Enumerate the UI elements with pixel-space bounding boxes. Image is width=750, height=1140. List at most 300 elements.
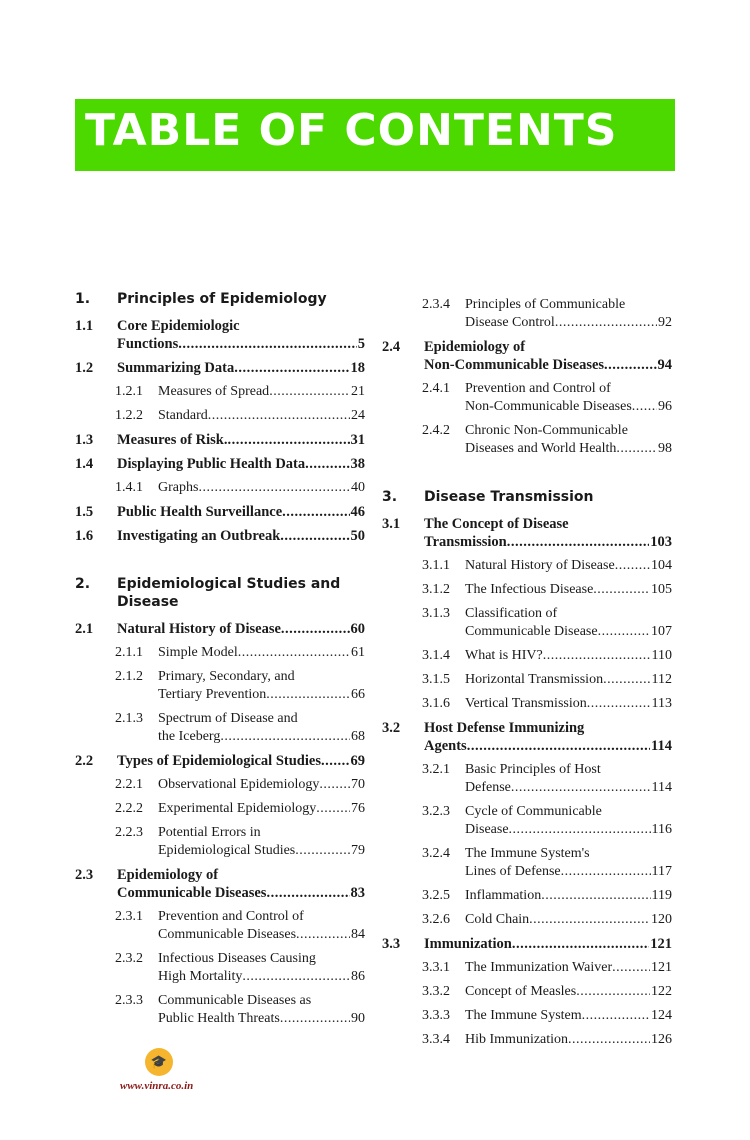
page-number[interactable]: 46 xyxy=(350,504,365,520)
entry-number: 3.1.4 xyxy=(422,648,450,663)
entry-title-line xyxy=(424,515,672,533)
entry-title-text: Graphs xyxy=(158,480,199,495)
entry-title-line xyxy=(424,737,672,755)
page-number[interactable]: 5 xyxy=(357,336,365,352)
entry-number: 3.1.6 xyxy=(422,696,450,711)
entry-number: 3.3.3 xyxy=(422,1008,450,1023)
entry-title-text: Chronic Non-Communicable xyxy=(465,423,628,438)
toc-subsection[interactable] xyxy=(382,845,672,881)
entry-title xyxy=(465,959,672,977)
entry-title-line xyxy=(158,776,365,794)
toc-section[interactable] xyxy=(75,317,365,353)
entry-number: 3.3.2 xyxy=(422,984,450,999)
entry-title xyxy=(158,992,365,1028)
toc-section[interactable] xyxy=(75,359,365,377)
entry-number: 2.4.2 xyxy=(422,423,450,438)
entry-title-line xyxy=(465,779,672,797)
dot-leader xyxy=(543,647,651,665)
entry-title-text: Cycle of Communicable xyxy=(465,804,602,819)
entry-title-text: Tertiary Prevention xyxy=(158,687,267,702)
entry-title-line xyxy=(465,887,672,905)
entry-number: 2.1 xyxy=(75,621,94,637)
entry-title-text: Types of Epidemiological Studies xyxy=(117,753,321,769)
entry-title-line xyxy=(158,710,365,728)
dot-leader xyxy=(587,695,651,713)
entry-title-line xyxy=(465,671,672,689)
toc-subsection[interactable] xyxy=(382,761,672,797)
title-banner xyxy=(75,99,675,171)
entry-number: 1.4 xyxy=(75,456,94,472)
entry-title-text: Disease Transmission xyxy=(424,489,594,505)
entry-title-line xyxy=(117,455,365,473)
toc-subsection[interactable] xyxy=(382,422,672,458)
page-number[interactable]: 84 xyxy=(351,927,365,942)
toc-subsection[interactable] xyxy=(382,380,672,416)
toc-subsection[interactable] xyxy=(382,1007,672,1025)
entry-title-line xyxy=(465,581,672,599)
entry-title-text: Natural History of Disease xyxy=(117,621,281,637)
entry-title-line xyxy=(465,623,672,641)
entry-title-text: Potential Errors in xyxy=(158,825,261,840)
entry-title-line xyxy=(465,605,672,623)
page-number[interactable]: 120 xyxy=(651,912,672,927)
entry-title-text: Displaying Public Health Data xyxy=(117,456,306,472)
page-number[interactable]: 121 xyxy=(651,960,672,975)
entry-title-line xyxy=(465,761,672,779)
entry-title xyxy=(158,710,365,746)
toc-subsection[interactable] xyxy=(75,776,365,794)
dot-leader xyxy=(632,398,657,416)
page-number[interactable]: 124 xyxy=(651,1008,672,1023)
entry-number: 2.2.1 xyxy=(115,777,143,792)
entry-title-line xyxy=(465,959,672,977)
dot-leader xyxy=(281,620,350,638)
entry-title-text: Lines of Defense xyxy=(465,864,561,879)
entry-title xyxy=(117,317,365,353)
entry-title-line xyxy=(158,668,365,686)
entry-title-text: Non-Communicable Diseases xyxy=(424,357,605,373)
entry-number: 3.3.4 xyxy=(422,1032,450,1047)
page-number[interactable]: 119 xyxy=(651,888,672,903)
page-number[interactable]: 104 xyxy=(651,558,672,573)
page-number[interactable]: 24 xyxy=(351,408,365,423)
entry-title-line xyxy=(117,593,365,611)
entry-title xyxy=(117,359,365,377)
entry-title-line xyxy=(117,359,365,377)
entry-title xyxy=(465,887,672,905)
entry-title-line xyxy=(465,557,672,575)
entry-number: 3. xyxy=(382,489,398,505)
entry-number: 2.2 xyxy=(75,753,94,769)
entry-title xyxy=(158,776,365,794)
entry-title-text: Hib Immunization xyxy=(465,1032,569,1047)
entry-number: 3.2.1 xyxy=(422,762,450,777)
entry-title-line xyxy=(465,821,672,839)
entry-title-line xyxy=(158,908,365,926)
entry-title-text: Epidemiology of xyxy=(117,867,219,883)
toc-chapter[interactable] xyxy=(75,290,365,308)
toc-subsection[interactable] xyxy=(75,824,365,860)
entry-title-text: Communicable Diseases as xyxy=(158,993,312,1008)
entry-title-text: Vertical Transmission xyxy=(465,696,587,711)
dot-leader xyxy=(242,968,350,986)
dot-leader xyxy=(234,359,349,377)
dot-leader xyxy=(555,314,657,332)
entry-title xyxy=(465,557,672,575)
entry-title-text: The Immune System xyxy=(465,1008,582,1023)
dot-leader xyxy=(512,935,649,953)
entry-title-text: Simple Model xyxy=(158,645,238,660)
dot-leader xyxy=(568,1031,650,1049)
entry-title xyxy=(465,422,672,458)
entry-title-text: Epidemiological Studies and xyxy=(117,576,341,592)
page-title: TABLE OF CONTENTS xyxy=(85,105,618,156)
entry-title-text: Immunization xyxy=(424,936,512,952)
dot-leader xyxy=(511,779,651,797)
entry-number: 2. xyxy=(75,576,91,592)
entry-title-line xyxy=(158,992,365,1010)
entry-title-text: Natural History of Disease xyxy=(465,558,615,573)
dot-leader xyxy=(266,686,350,704)
entry-title-line xyxy=(117,431,365,449)
toc-section[interactable] xyxy=(382,338,672,374)
entry-title-text: Communicable Disease xyxy=(465,624,598,639)
entry-title xyxy=(424,338,672,374)
entry-title-text: Core Epidemiologic xyxy=(117,318,240,334)
toc-subsection[interactable] xyxy=(382,911,672,929)
entry-number: 1.5 xyxy=(75,504,94,520)
entry-title-line xyxy=(158,800,365,818)
entry-title-line xyxy=(424,935,672,953)
entry-title xyxy=(465,803,672,839)
entry-title-text: Cold Chain xyxy=(465,912,530,927)
entry-title xyxy=(465,845,672,881)
entry-title-text: The Infectious Disease xyxy=(465,582,594,597)
entry-title xyxy=(117,527,365,545)
toc-section[interactable] xyxy=(75,503,365,521)
dot-leader xyxy=(198,479,350,497)
dot-leader xyxy=(616,440,657,458)
entry-title xyxy=(158,668,365,704)
entry-title-text: Epidemiology of xyxy=(424,339,526,355)
toc-subsection[interactable] xyxy=(382,557,672,575)
entry-title-text: High Mortality xyxy=(158,969,243,984)
entry-title-text: Horizontal Transmission xyxy=(465,672,604,687)
dot-leader xyxy=(269,383,350,401)
dot-leader xyxy=(604,356,656,374)
entry-title-line xyxy=(465,695,672,713)
toc-section[interactable] xyxy=(382,719,672,755)
entry-title-text: Disease xyxy=(117,594,179,610)
entry-title-text: Spectrum of Disease and xyxy=(158,711,298,726)
page-number[interactable]: 79 xyxy=(351,843,365,858)
toc-subsection[interactable] xyxy=(382,671,672,689)
page-number[interactable]: 90 xyxy=(351,1011,365,1026)
page-number[interactable]: 92 xyxy=(658,315,672,330)
entry-title-text: Agents xyxy=(424,738,467,754)
entry-number: 1.2.2 xyxy=(115,408,143,423)
dot-leader xyxy=(561,863,651,881)
toc-subsection[interactable] xyxy=(382,887,672,905)
entry-title-text: Non-Communicable Diseases xyxy=(465,399,632,414)
page-number[interactable]: 112 xyxy=(651,672,672,687)
entry-title xyxy=(465,1031,672,1049)
dot-leader xyxy=(612,959,650,977)
page-number[interactable]: 117 xyxy=(651,864,672,879)
toc-subsection[interactable] xyxy=(382,296,672,332)
entry-title-line xyxy=(117,752,365,770)
entry-title xyxy=(158,407,365,425)
entry-title-line xyxy=(424,719,672,737)
page-number[interactable]: 31 xyxy=(350,432,365,448)
toc-subsection[interactable] xyxy=(75,383,365,401)
dot-leader xyxy=(541,887,650,905)
toc-subsection[interactable] xyxy=(382,803,672,839)
page-number[interactable]: 114 xyxy=(651,738,672,754)
entry-title-line xyxy=(465,296,672,314)
page-number[interactable]: 66 xyxy=(351,687,365,702)
entry-title-line xyxy=(465,1031,672,1049)
dot-leader xyxy=(280,527,349,545)
page-number[interactable]: 70 xyxy=(351,777,365,792)
page-number[interactable]: 103 xyxy=(650,534,672,550)
toc-left-column xyxy=(75,290,365,1028)
page-number[interactable]: 76 xyxy=(351,801,365,816)
toc-subsection[interactable] xyxy=(382,605,672,641)
dot-leader xyxy=(593,581,650,599)
page-number[interactable]: 50 xyxy=(350,528,365,544)
toc-section[interactable] xyxy=(382,515,672,551)
entry-number: 3.2.5 xyxy=(422,888,450,903)
entry-title xyxy=(117,431,365,449)
toc-section[interactable] xyxy=(75,527,365,545)
page-number[interactable]: 110 xyxy=(651,648,672,663)
toc-subsection[interactable] xyxy=(75,950,365,986)
entry-title-text: Principles of Communicable xyxy=(465,297,626,312)
toc-subsection[interactable] xyxy=(75,800,365,818)
entry-number: 1. xyxy=(75,291,91,307)
entry-title-text: Diseases and World Health xyxy=(465,441,617,456)
entry-title-line xyxy=(465,863,672,881)
entry-title-line xyxy=(465,911,672,929)
entry-title xyxy=(465,761,672,797)
entry-title-line xyxy=(465,845,672,863)
entry-title-line xyxy=(158,824,365,842)
entry-title xyxy=(424,515,672,551)
toc-subsection[interactable] xyxy=(382,581,672,599)
entry-title-text: the Iceberg xyxy=(158,729,221,744)
page-number[interactable]: 114 xyxy=(651,780,672,795)
entry-title-text: Defense xyxy=(465,780,511,795)
page-number[interactable]: 113 xyxy=(651,696,672,711)
entry-number: 2.2.3 xyxy=(115,825,143,840)
entry-title-text: The Concept of Disease xyxy=(424,516,569,532)
entry-title-text: Summarizing Data xyxy=(117,360,235,376)
toc-subsection[interactable] xyxy=(75,644,365,662)
entry-title-line xyxy=(158,968,365,986)
entry-number: 3.1.1 xyxy=(422,558,450,573)
entry-title-line xyxy=(158,644,365,662)
entry-title-line xyxy=(465,380,672,398)
entry-title-text: Disease Control xyxy=(465,315,555,330)
dot-leader xyxy=(467,737,650,755)
entry-number: 2.1.3 xyxy=(115,711,143,726)
entry-title-line xyxy=(465,314,672,332)
page-number[interactable]: 98 xyxy=(658,441,672,456)
entry-title-text: Classification of xyxy=(465,606,558,621)
toc-subsection[interactable] xyxy=(75,908,365,944)
dot-leader xyxy=(228,431,350,449)
entry-number: 2.3.1 xyxy=(115,909,143,924)
entry-title xyxy=(158,383,365,401)
entry-title xyxy=(465,911,672,929)
toc-subsection[interactable] xyxy=(382,1031,672,1049)
entry-title xyxy=(117,866,365,902)
page-number[interactable]: 107 xyxy=(651,624,672,639)
entry-title-text: Measures of Spread xyxy=(158,384,270,399)
page-number[interactable]: 121 xyxy=(650,936,672,952)
entry-title xyxy=(424,935,672,953)
page-number[interactable]: 86 xyxy=(351,969,365,984)
entry-title-text: What is HIV? xyxy=(465,648,543,663)
entry-title xyxy=(465,296,672,332)
toc-chapter[interactable] xyxy=(75,575,365,611)
entry-title xyxy=(465,1007,672,1025)
entry-title xyxy=(158,950,365,986)
dot-leader xyxy=(220,728,350,746)
toc-section[interactable] xyxy=(382,935,672,953)
entry-number: 3.2.6 xyxy=(422,912,450,927)
page-number[interactable]: 69 xyxy=(350,753,365,769)
page-number[interactable]: 83 xyxy=(350,885,365,901)
entry-number: 3.1.5 xyxy=(422,672,450,687)
entry-title xyxy=(465,983,672,1001)
entry-title-text: Standard xyxy=(158,408,208,423)
entry-number: 3.3 xyxy=(382,936,401,952)
entry-title-line xyxy=(158,842,365,860)
entry-title-text: Public Health Threats xyxy=(158,1011,280,1026)
page-number[interactable]: 61 xyxy=(351,645,365,660)
page-number[interactable]: 122 xyxy=(651,984,672,999)
entry-title-text: Public Health Surveillance xyxy=(117,504,283,520)
entry-title-text: Transmission xyxy=(424,534,507,550)
toc-subsection[interactable] xyxy=(75,407,365,425)
page-number[interactable]: 126 xyxy=(651,1032,672,1047)
graduation-cap-icon: 🎓 xyxy=(145,1048,173,1076)
dot-leader xyxy=(615,557,650,575)
toc-section[interactable] xyxy=(75,620,365,638)
entry-number: 2.3 xyxy=(75,867,94,883)
dot-leader xyxy=(509,821,651,839)
page-number[interactable]: 38 xyxy=(350,456,365,472)
page-number[interactable]: 96 xyxy=(658,399,672,414)
entry-number: 3.2.3 xyxy=(422,804,450,819)
toc-chapter[interactable] xyxy=(382,488,672,506)
entry-title xyxy=(158,479,365,497)
entry-number: 3.2 xyxy=(382,720,401,736)
toc-subsection[interactable] xyxy=(75,668,365,704)
entry-title-text: Observational Epidemiology xyxy=(158,777,320,792)
entry-title-line xyxy=(117,317,365,335)
entry-number: 2.1.1 xyxy=(115,645,143,660)
page-number[interactable]: 18 xyxy=(350,360,365,376)
entry-title-line xyxy=(117,620,365,638)
page-number[interactable]: 21 xyxy=(351,384,365,399)
toc-section[interactable] xyxy=(75,431,365,449)
entry-title-text: Disease xyxy=(465,822,509,837)
page-number[interactable]: 60 xyxy=(350,621,365,637)
dot-leader xyxy=(238,644,350,662)
dot-leader xyxy=(603,671,650,689)
entry-title xyxy=(158,908,365,944)
entry-number: 3.1 xyxy=(382,516,401,532)
entry-title-line xyxy=(465,647,672,665)
entry-title-line xyxy=(117,290,365,308)
entry-title-line xyxy=(158,926,365,944)
toc-subsection[interactable] xyxy=(75,992,365,1028)
entry-title-line xyxy=(117,503,365,521)
entry-title xyxy=(117,290,365,308)
entry-title-text: Host Defense Immunizing xyxy=(424,720,585,736)
toc-subsection[interactable] xyxy=(75,710,365,746)
entry-title-text: The Immunization Waiver xyxy=(465,960,613,975)
entry-title xyxy=(465,647,672,665)
entry-title xyxy=(465,380,672,416)
entry-title-line xyxy=(465,422,672,440)
toc-subsection[interactable] xyxy=(382,647,672,665)
dot-leader xyxy=(321,752,350,770)
entry-title-line xyxy=(117,884,365,902)
dot-leader xyxy=(576,983,650,1001)
entry-title-line xyxy=(158,950,365,968)
entry-number: 2.3.3 xyxy=(115,993,143,1008)
entry-title xyxy=(117,752,365,770)
toc-section[interactable] xyxy=(75,866,365,902)
toc-section[interactable] xyxy=(75,455,365,473)
entry-number: 3.1.2 xyxy=(422,582,450,597)
toc-subsection[interactable] xyxy=(382,983,672,1001)
entry-title-line xyxy=(465,440,672,458)
page-number[interactable]: 94 xyxy=(657,357,672,373)
page-number[interactable]: 68 xyxy=(351,729,365,744)
entry-title xyxy=(424,719,672,755)
entry-title-line xyxy=(158,686,365,704)
toc-section[interactable] xyxy=(75,752,365,770)
entry-title-text: Prevention and Control of xyxy=(158,909,304,924)
dot-leader xyxy=(507,533,650,551)
entry-title-text: Communicable Diseases xyxy=(117,885,267,901)
entry-number: 3.3.1 xyxy=(422,960,450,975)
entry-title-line xyxy=(158,479,365,497)
entry-title-line xyxy=(424,338,672,356)
entry-number: 1.2 xyxy=(75,360,94,376)
dot-leader xyxy=(295,842,350,860)
entry-number: 1.6 xyxy=(75,528,94,544)
publisher-url: www.vinra.co.in xyxy=(120,1080,194,1092)
toc-subsection[interactable] xyxy=(382,695,672,713)
page-number[interactable]: 40 xyxy=(351,480,365,495)
entry-title-line xyxy=(117,575,365,593)
page-number[interactable]: 105 xyxy=(651,582,672,597)
toc-subsection[interactable] xyxy=(382,959,672,977)
toc-subsection[interactable] xyxy=(75,479,365,497)
entry-title xyxy=(465,581,672,599)
page-number[interactable]: 116 xyxy=(651,822,672,837)
entry-title-line xyxy=(465,983,672,1001)
entry-number: 2.3.4 xyxy=(422,297,450,312)
entry-number: 2.1.2 xyxy=(115,669,143,684)
entry-number: 1.1 xyxy=(75,318,94,334)
